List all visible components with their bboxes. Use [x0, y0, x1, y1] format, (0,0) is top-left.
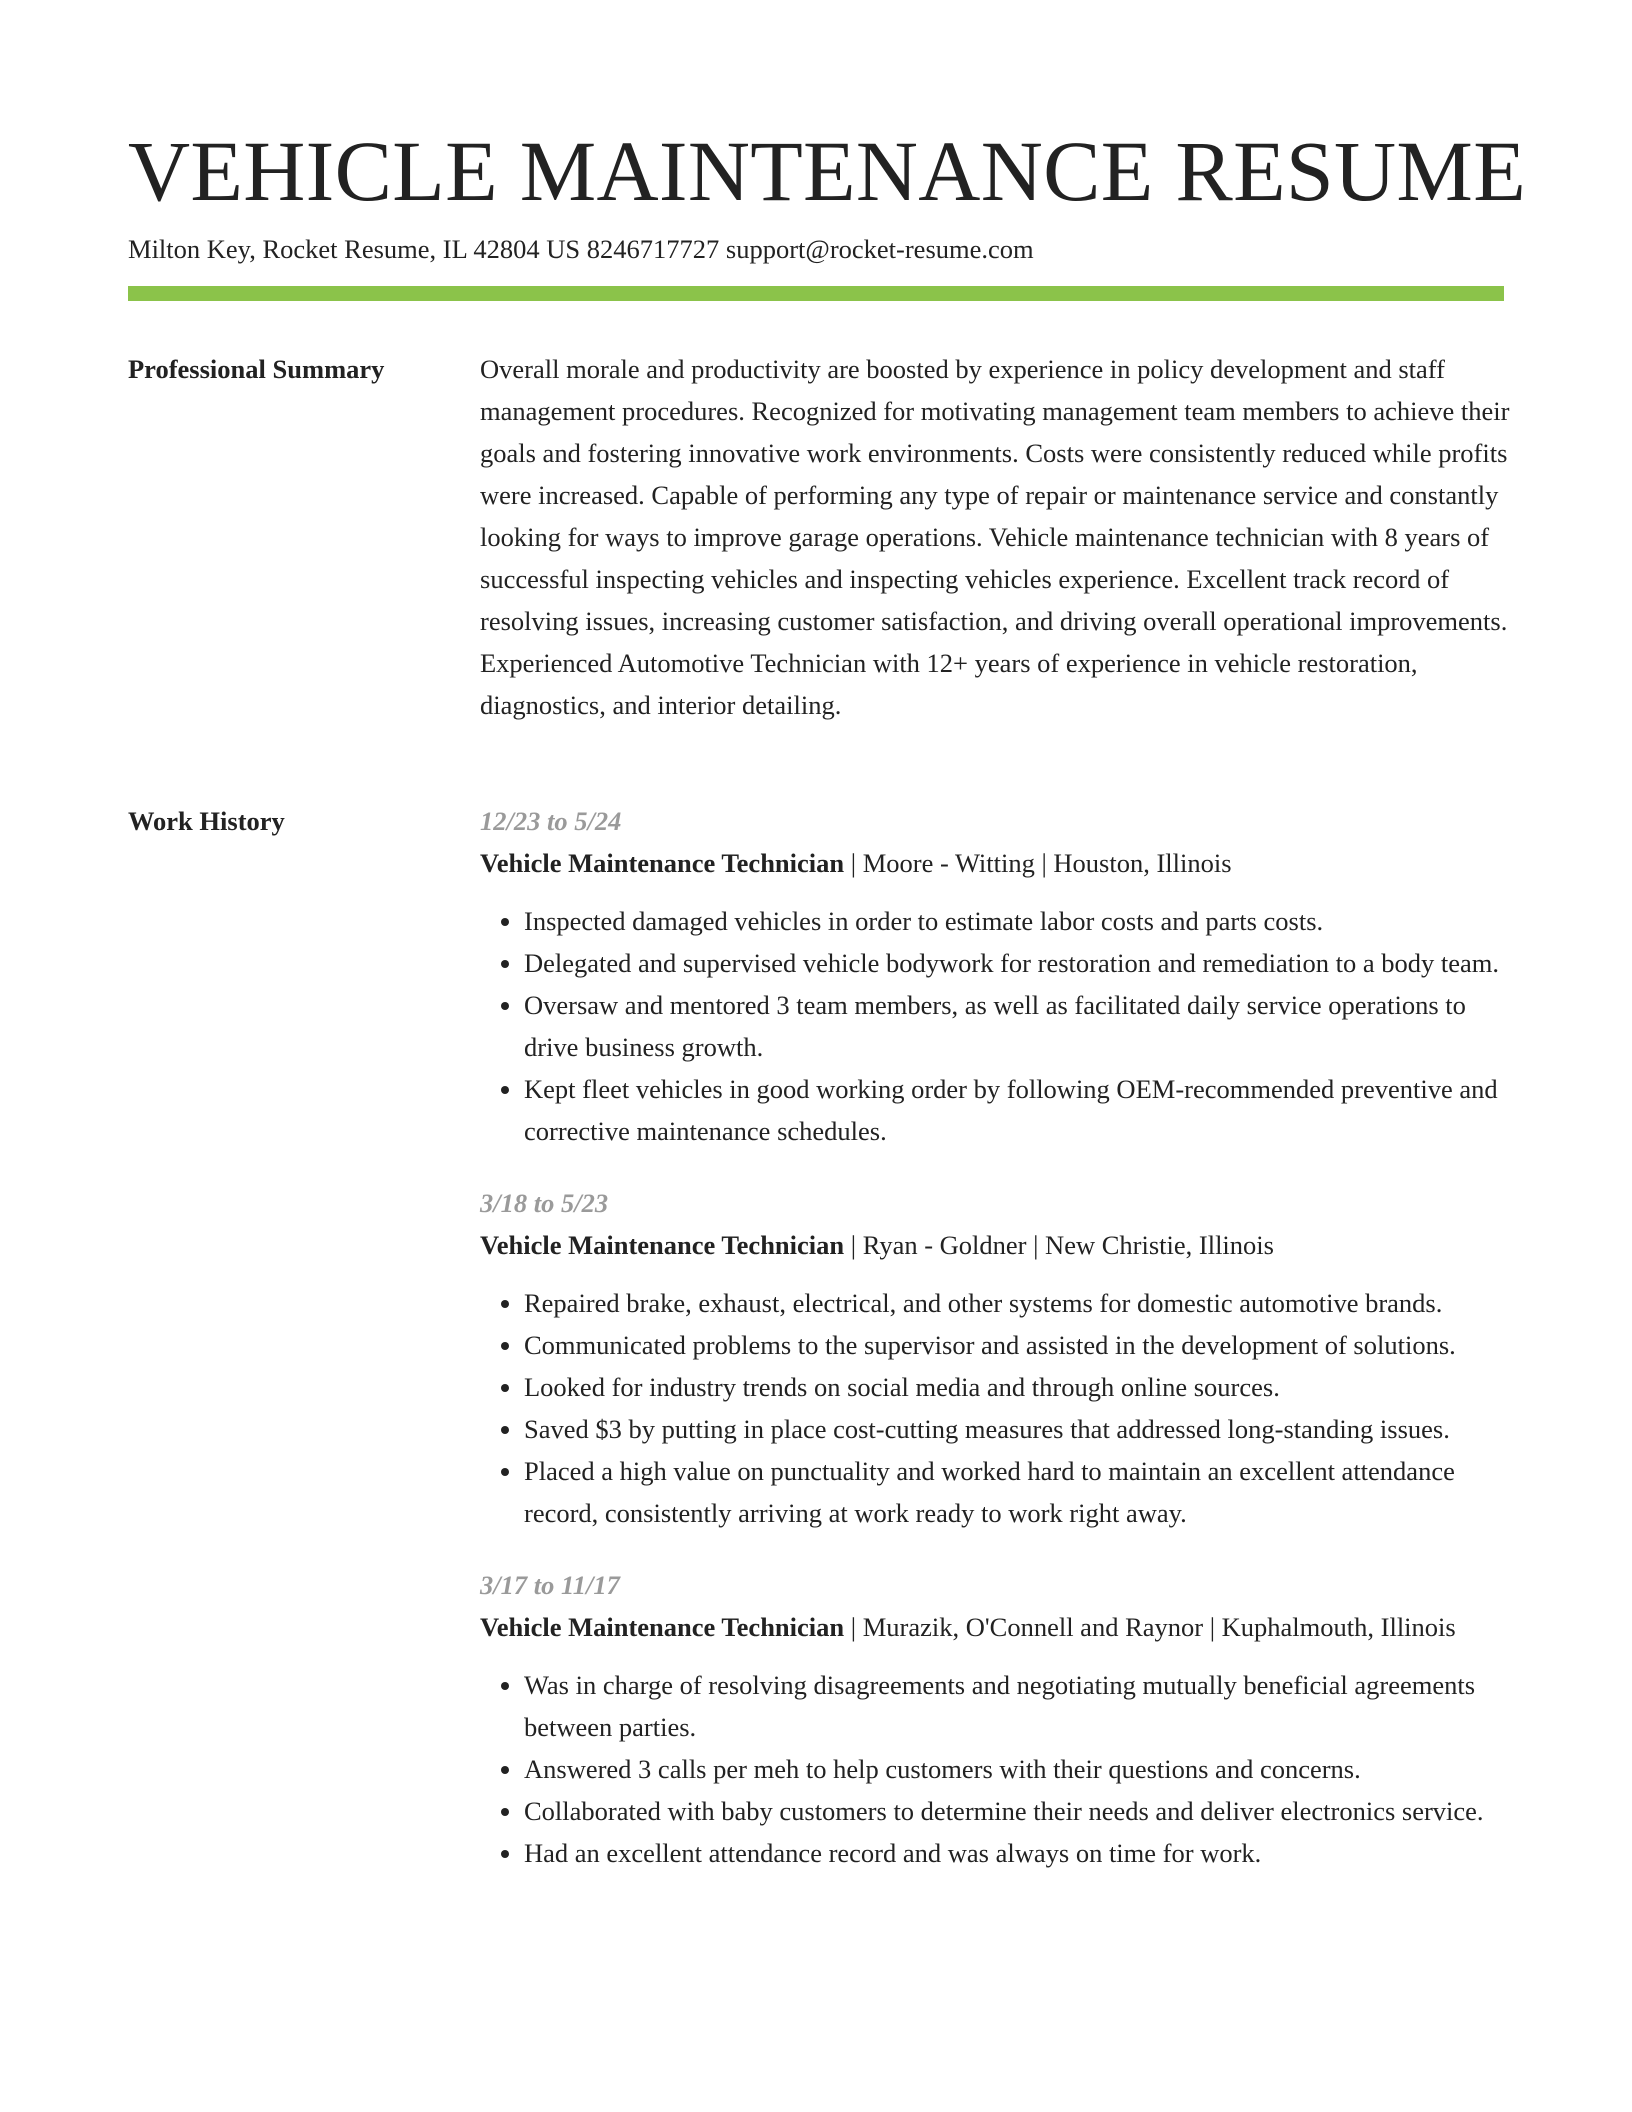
job-role: Vehicle Maintenance Technician — [480, 848, 845, 878]
job-bullet: • Repaired brake, exhaust, electrical, and other systems for domestic automotive brands. — [524, 1282, 1510, 1324]
job-bullet: • Communicated problems to the supervisor and assisted in the development of solutions. — [524, 1324, 1510, 1366]
job-details: | Moore - Witting | Houston, Illinois — [844, 848, 1232, 878]
job-bullets — [480, 900, 1510, 1152]
job-bullets — [480, 1664, 1510, 1874]
section-label-work-history: Work History — [128, 806, 285, 836]
resume-title: VEHICLE MAINTENANCE RESUME — [128, 123, 1527, 219]
job-bullet: • Delegated and supervised vehicle bodywork for restoration and remediation to a body team. — [524, 942, 1510, 984]
job-entry — [480, 1564, 1510, 1874]
job-bullet: • Saved $3 by putting in place cost-cutting measures that addressed long-standing issues. — [524, 1408, 1510, 1450]
job-role: Vehicle Maintenance Technician — [480, 1230, 845, 1260]
job-entry — [480, 800, 1510, 1152]
contact-line: Milton Key, Rocket Resume, IL 42804 US 8246717727 support@rocket-resume.com — [128, 234, 1034, 264]
job-dates: 12/23 to 5/24 — [480, 806, 622, 836]
job-bullet: • Collaborated with baby customers to determine their needs and deliver electronics service. — [524, 1790, 1510, 1832]
work-history-body — [480, 800, 1510, 1904]
job-details: | Murazik, O'Connell and Raynor | Kuphalmouth, Illinois — [844, 1612, 1456, 1642]
job-details: | Ryan - Goldner | New Christie, Illinois — [844, 1230, 1274, 1260]
job-heading — [480, 842, 1510, 884]
section-label-professional-summary: Professional Summary — [128, 354, 385, 384]
job-bullet: • Placed a high value on punctuality and worked hard to maintain an excellent attendance record, consistently arriving at work ready to work right away. — [524, 1450, 1510, 1534]
job-heading — [480, 1224, 1510, 1266]
job-bullet: • Oversaw and mentored 3 team members, as well as facilitated daily service operations to drive business growth. — [524, 984, 1510, 1068]
job-bullet: • Inspected damaged vehicles in order to estimate labor costs and parts costs. — [524, 900, 1510, 942]
job-bullet: • Kept fleet vehicles in good working order by following OEM-recommended preventive and corrective maintenance schedules. — [524, 1068, 1510, 1152]
header-divider — [128, 286, 1504, 301]
summary-body — [480, 348, 1510, 726]
job-entry — [480, 1182, 1510, 1534]
job-bullet: • Had an excellent attendance record and was always on time for work. — [524, 1832, 1510, 1874]
job-role: Vehicle Maintenance Technician — [480, 1612, 845, 1642]
job-bullet: • Looked for industry trends on social media and through online sources. — [524, 1366, 1510, 1408]
job-dates: 3/18 to 5/23 — [480, 1188, 609, 1218]
job-heading — [480, 1606, 1510, 1648]
job-bullets — [480, 1282, 1510, 1534]
job-bullet: • Was in charge of resolving disagreements and negotiating mutually beneficial agreements between parties. — [524, 1664, 1510, 1748]
job-bullet: • Answered 3 calls per meh to help customers with their questions and concerns. — [524, 1748, 1510, 1790]
job-dates: 3/17 to 11/17 — [480, 1570, 620, 1600]
summary-text: Overall morale and productivity are boosted by experience in policy development and staff management procedures. Recognized for motivating management team members to achieve their goals and fostering innovative work environments. Costs were consistently reduced while profits were increased. Capable of performing any type of repair or maintenance service and constantly looking for ways to improve garage operations. Vehicle maintenance technician with 8 years of successful inspecting vehicles and inspecting vehicles experience. Excellent track record of resolving issues, increasing customer satisfaction, and driving overall operational improvements. Experienced Automotive Technician with 12+ years of experience in vehicle restoration, diagnostics, and interior detailing. — [480, 354, 1510, 720]
